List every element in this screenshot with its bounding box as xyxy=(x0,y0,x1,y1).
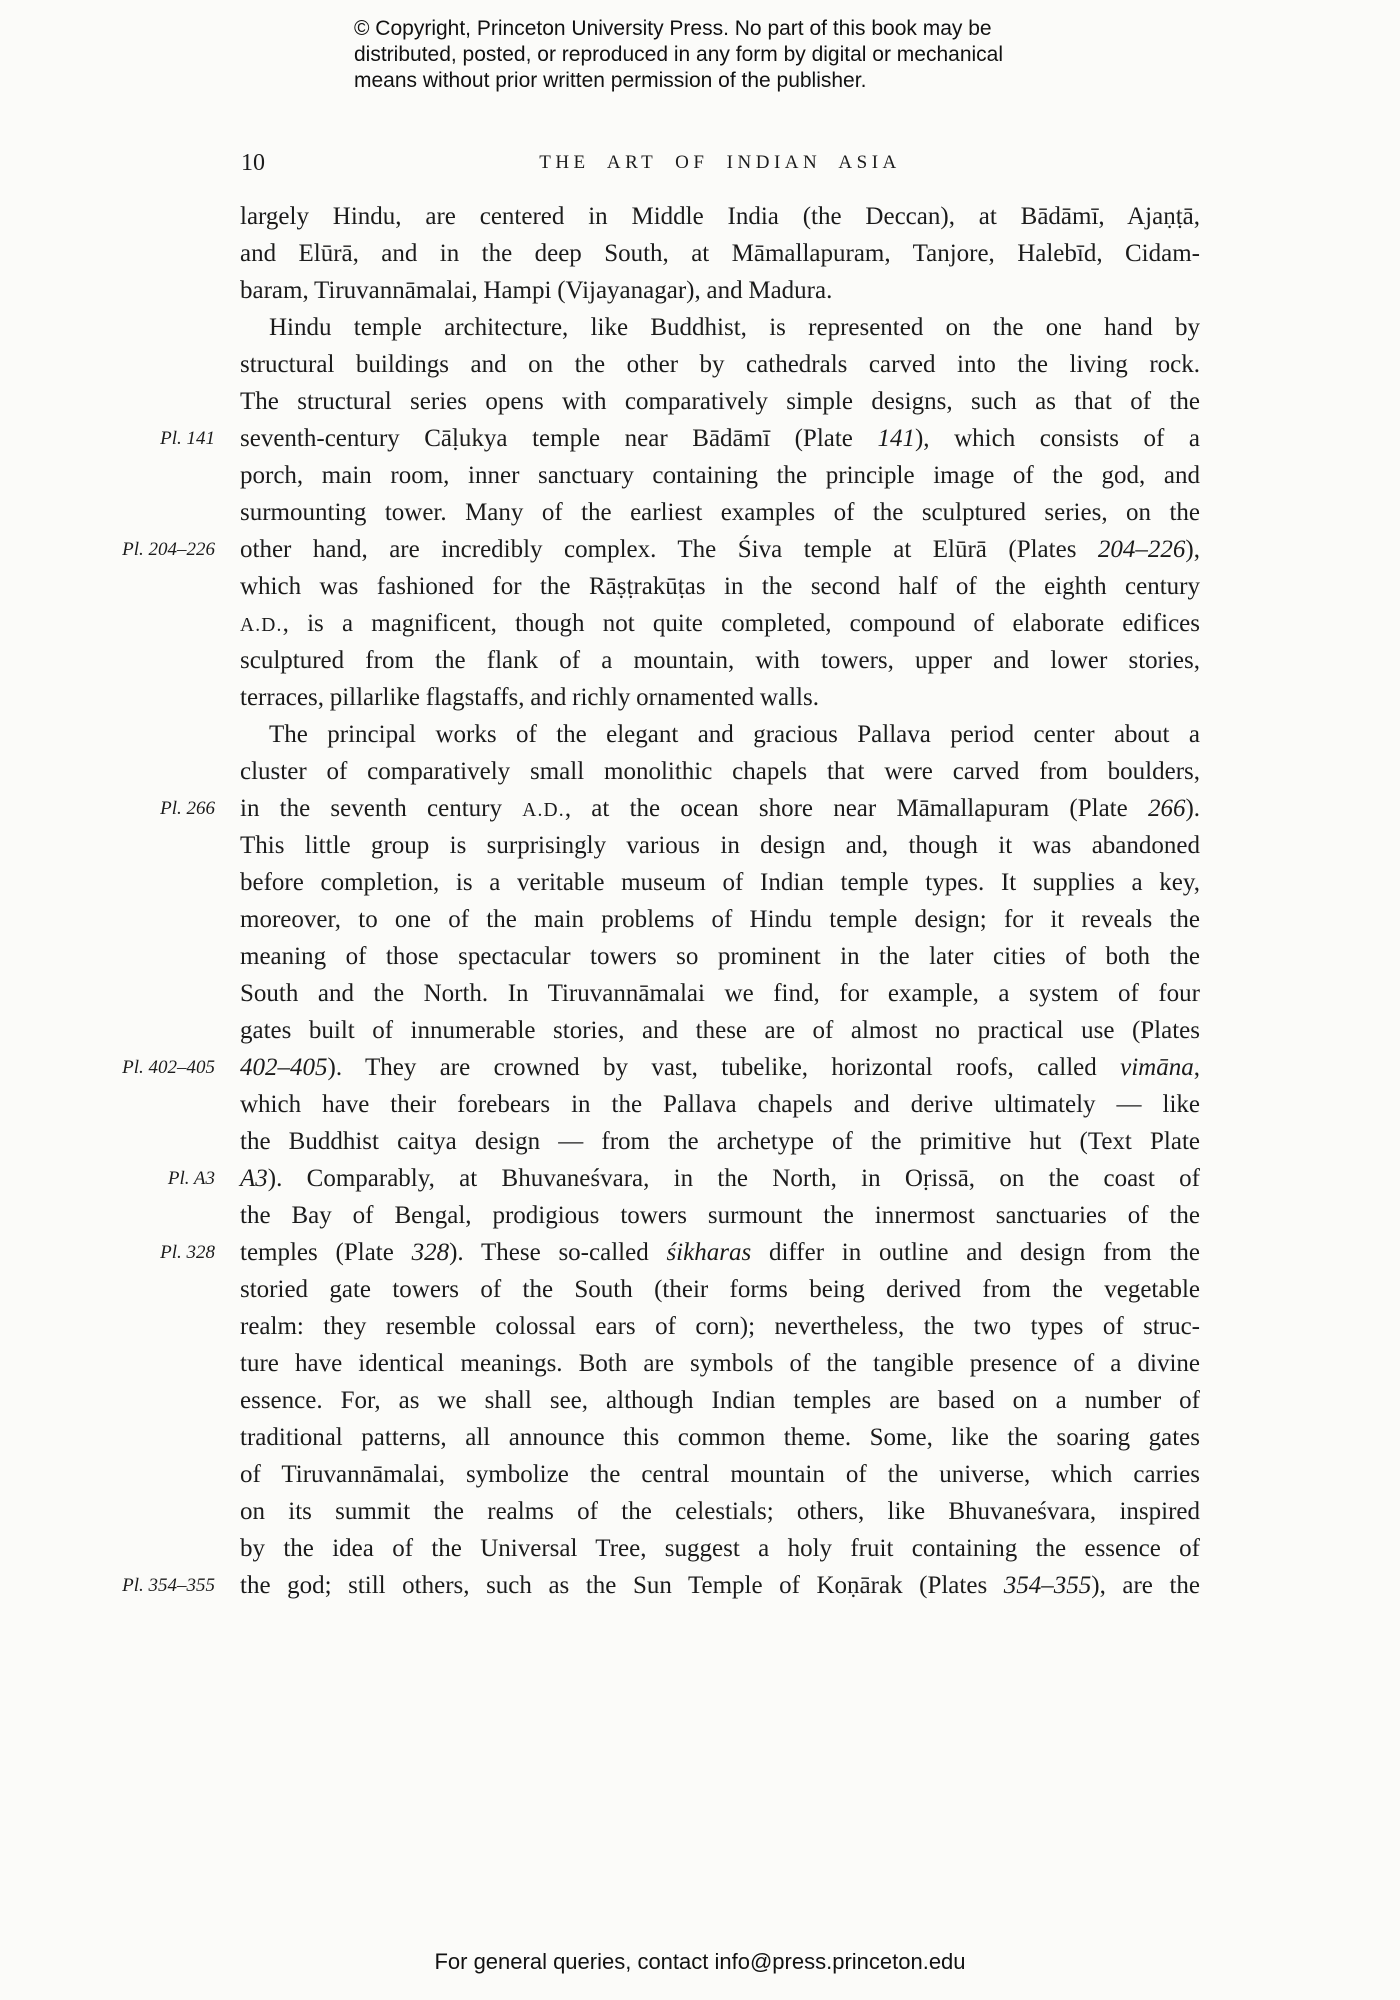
text-segment: The structural series opens with comparatively simple designs, such as that of the xyxy=(240,388,1200,415)
text-segment: vimāna xyxy=(1120,1054,1194,1081)
text-segment: , xyxy=(1193,1054,1200,1081)
text-segment: , at the ocean shore near Māmallapuram (Plate xyxy=(564,795,1148,822)
text-segment: differ in outline and design from the xyxy=(751,1239,1200,1266)
text-line xyxy=(240,864,1200,901)
copyright-line: © Copyright, Princeton University Press. No part of this book may be xyxy=(354,17,992,40)
copyright-line: distributed, posted, or reproduced in any form by digital or mechanical xyxy=(354,43,1004,66)
text-line xyxy=(240,1197,1200,1234)
footer-contact: For general queries, contact info@press.princeton.edu xyxy=(434,1949,966,1974)
copyright-line: means without prior written permission of the publisher. xyxy=(354,69,867,92)
text-line xyxy=(240,1493,1200,1530)
text-segment: the Buddhist caitya design — from the archetype of the primitive hut (Text Plate xyxy=(240,1128,1200,1155)
text-line xyxy=(240,457,1200,494)
text-segment: porch, main room, inner sanctuary containing the principle image of the god, and xyxy=(240,462,1200,489)
text-line xyxy=(240,827,1200,864)
plate-margin-note: Pl. 402–405 xyxy=(122,1057,215,1078)
text-segment: śikharas xyxy=(666,1239,752,1266)
text-segment: ). They are crowned by vast, tubelike, horizontal roofs, called xyxy=(327,1054,1121,1081)
text-segment: other hand, are incredibly complex. The Śiva temple at Elūrā (Plates xyxy=(240,536,1098,563)
text-segment: which have their forebears in the Pallava chapels and derive ultimately — like xyxy=(240,1091,1200,1118)
text-segment: ). Comparably, at Bhuvaneśvara, in the North, in Oṛissā, on the coast of xyxy=(267,1165,1200,1192)
body-text xyxy=(122,198,1201,1604)
text-line xyxy=(240,938,1200,975)
text-segment: A.D. xyxy=(522,800,565,821)
text-segment: essence. For, as we shall see, although Indian temples are based on a number of xyxy=(240,1387,1200,1414)
text-segment: South and the North. In Tiruvannāmalai we find, for example, a system of four xyxy=(240,980,1200,1007)
text-segment: A3 xyxy=(240,1165,268,1192)
text-segment: moreover, to one of the main problems of Hindu temple design; for it reveals the xyxy=(240,906,1200,933)
text-line xyxy=(240,1382,1200,1419)
text-segment: before completion, is a veritable museum of Indian temple types. It supplies a key, xyxy=(240,869,1200,896)
text-segment: terraces, pillarlike flagstaffs, and richly ornamented walls. xyxy=(240,684,819,711)
text-line xyxy=(122,1049,1200,1086)
text-line xyxy=(240,309,1200,346)
text-segment: surmounting tower. Many of the earliest examples of the sculptured series, on the xyxy=(240,499,1200,526)
text-line xyxy=(240,679,1200,716)
text-segment: A.D. xyxy=(240,615,283,636)
text-line xyxy=(240,1345,1200,1382)
text-line xyxy=(240,1271,1200,1308)
text-line xyxy=(240,1456,1200,1493)
text-line xyxy=(240,605,1200,642)
text-line xyxy=(240,753,1200,790)
text-line xyxy=(160,420,1200,457)
text-line xyxy=(240,716,1200,753)
text-line xyxy=(160,790,1201,827)
plate-margin-note: Pl. 141 xyxy=(160,428,215,449)
text-line xyxy=(240,1012,1200,1049)
text-segment: meaning of those spectacular towers so prominent in the later cities of both the xyxy=(240,943,1200,970)
text-line xyxy=(240,1308,1200,1345)
text-segment: and Elūrā, and in the deep South, at Māmallapuram, Tanjore, Halebīd, Cidam- xyxy=(240,240,1200,267)
plate-margin-note: Pl. 354–355 xyxy=(122,1575,215,1596)
text-line xyxy=(240,346,1200,383)
page-number: 10 xyxy=(241,150,265,176)
text-segment: which was fashioned for the Rāṣṭrakūṭas in the second half of the eighth century xyxy=(240,573,1200,600)
text-segment: the god; still others, such as the Sun Temple of Koṇārak (Plates xyxy=(240,1572,1004,1599)
text-segment: temples (Plate xyxy=(240,1239,412,1266)
text-line xyxy=(240,235,1200,272)
text-line xyxy=(240,198,1200,235)
text-segment: 402–405 xyxy=(240,1054,328,1081)
text-segment: ), are the xyxy=(1091,1572,1201,1599)
text-segment: of Tiruvannāmalai, symbolize the central mountain of the universe, which carries xyxy=(240,1461,1200,1488)
text-segment: realm: they resemble colossal ears of corn); nevertheless, the two types of struc- xyxy=(240,1313,1200,1340)
book-title: THE ART OF INDIAN ASIA xyxy=(539,152,901,173)
plate-margin-note: Pl. 266 xyxy=(160,798,215,819)
plate-margin-note: Pl. A3 xyxy=(167,1168,215,1189)
text-segment: 141 xyxy=(877,425,915,452)
text-line xyxy=(240,272,1200,309)
text-line xyxy=(240,1123,1200,1160)
running-head xyxy=(240,150,1200,176)
text-segment: the Bay of Bengal, prodigious towers surmount the innermost sanctuaries of the xyxy=(240,1202,1200,1229)
text-segment: sculptured from the flank of a mountain, with towers, upper and lower stories, xyxy=(240,647,1200,674)
text-line xyxy=(122,531,1200,568)
text-segment: ), which consists of a xyxy=(914,425,1200,452)
text-segment: cluster of comparatively small monolithic chapels that were carved from boulders, xyxy=(240,758,1200,785)
text-segment: ). xyxy=(1185,795,1201,822)
text-segment: ). These so-called xyxy=(449,1239,667,1266)
text-segment: by the idea of the Universal Tree, suggest a holy fruit containing the essence of xyxy=(240,1535,1200,1562)
text-segment: 204–226 xyxy=(1097,536,1186,563)
text-line xyxy=(240,642,1200,679)
text-segment: traditional patterns, all announce this common theme. Some, like the soaring gates xyxy=(240,1424,1200,1451)
text-segment: , is a magnificent, though not quite completed, compound of elaborate edifices xyxy=(282,610,1200,637)
copyright-notice xyxy=(354,16,1003,94)
text-line xyxy=(240,494,1200,531)
text-segment: The principal works of the elegant and gracious Pallava period center about a xyxy=(269,721,1200,748)
text-line xyxy=(167,1160,1200,1197)
text-segment: ), xyxy=(1185,536,1200,563)
text-segment: on its summit the realms of the celestials; others, like Bhuvaneśvara, inspired xyxy=(240,1498,1200,1525)
plate-margin-note: Pl. 204–226 xyxy=(122,539,215,560)
plate-margin-note: Pl. 328 xyxy=(160,1242,215,1263)
text-line xyxy=(160,1234,1200,1271)
text-segment: storied gate towers of the South (their forms being derived from the vegetable xyxy=(240,1276,1200,1303)
text-segment: This little group is surprisingly various in design and, though it was abandoned xyxy=(240,832,1200,859)
text-line xyxy=(240,1419,1200,1456)
text-segment: Hindu temple architecture, like Buddhist, is represented on the one hand by xyxy=(269,314,1200,341)
text-segment: ture have identical meanings. Both are symbols of the tangible presence of a divine xyxy=(240,1350,1200,1377)
text-line xyxy=(240,1086,1200,1123)
text-line xyxy=(240,901,1200,938)
text-segment: baram, Tiruvannāmalai, Hampi (Vijayanagar), and Madura. xyxy=(240,277,833,304)
text-segment: 328 xyxy=(411,1239,450,1266)
text-segment: largely Hindu, are centered in Middle India (the Deccan), at Bādāmī, Ajaṇṭā, xyxy=(240,203,1200,230)
text-line xyxy=(240,383,1200,420)
text-segment: gates built of innumerable stories, and these are of almost no practical use (Plates xyxy=(240,1017,1200,1044)
text-segment: structural buildings and on the other by cathedrals carved into the living rock. xyxy=(240,351,1200,378)
text-segment: 354–355 xyxy=(1003,1572,1092,1599)
text-line xyxy=(240,975,1200,1012)
text-segment: in the seventh century xyxy=(240,795,523,822)
text-line xyxy=(240,1530,1200,1567)
text-line xyxy=(122,1567,1201,1604)
text-segment: 266 xyxy=(1147,795,1186,822)
text-line xyxy=(240,568,1200,605)
text-segment: seventh-century Cāḷukya temple near Bādāmī (Plate xyxy=(240,425,878,452)
